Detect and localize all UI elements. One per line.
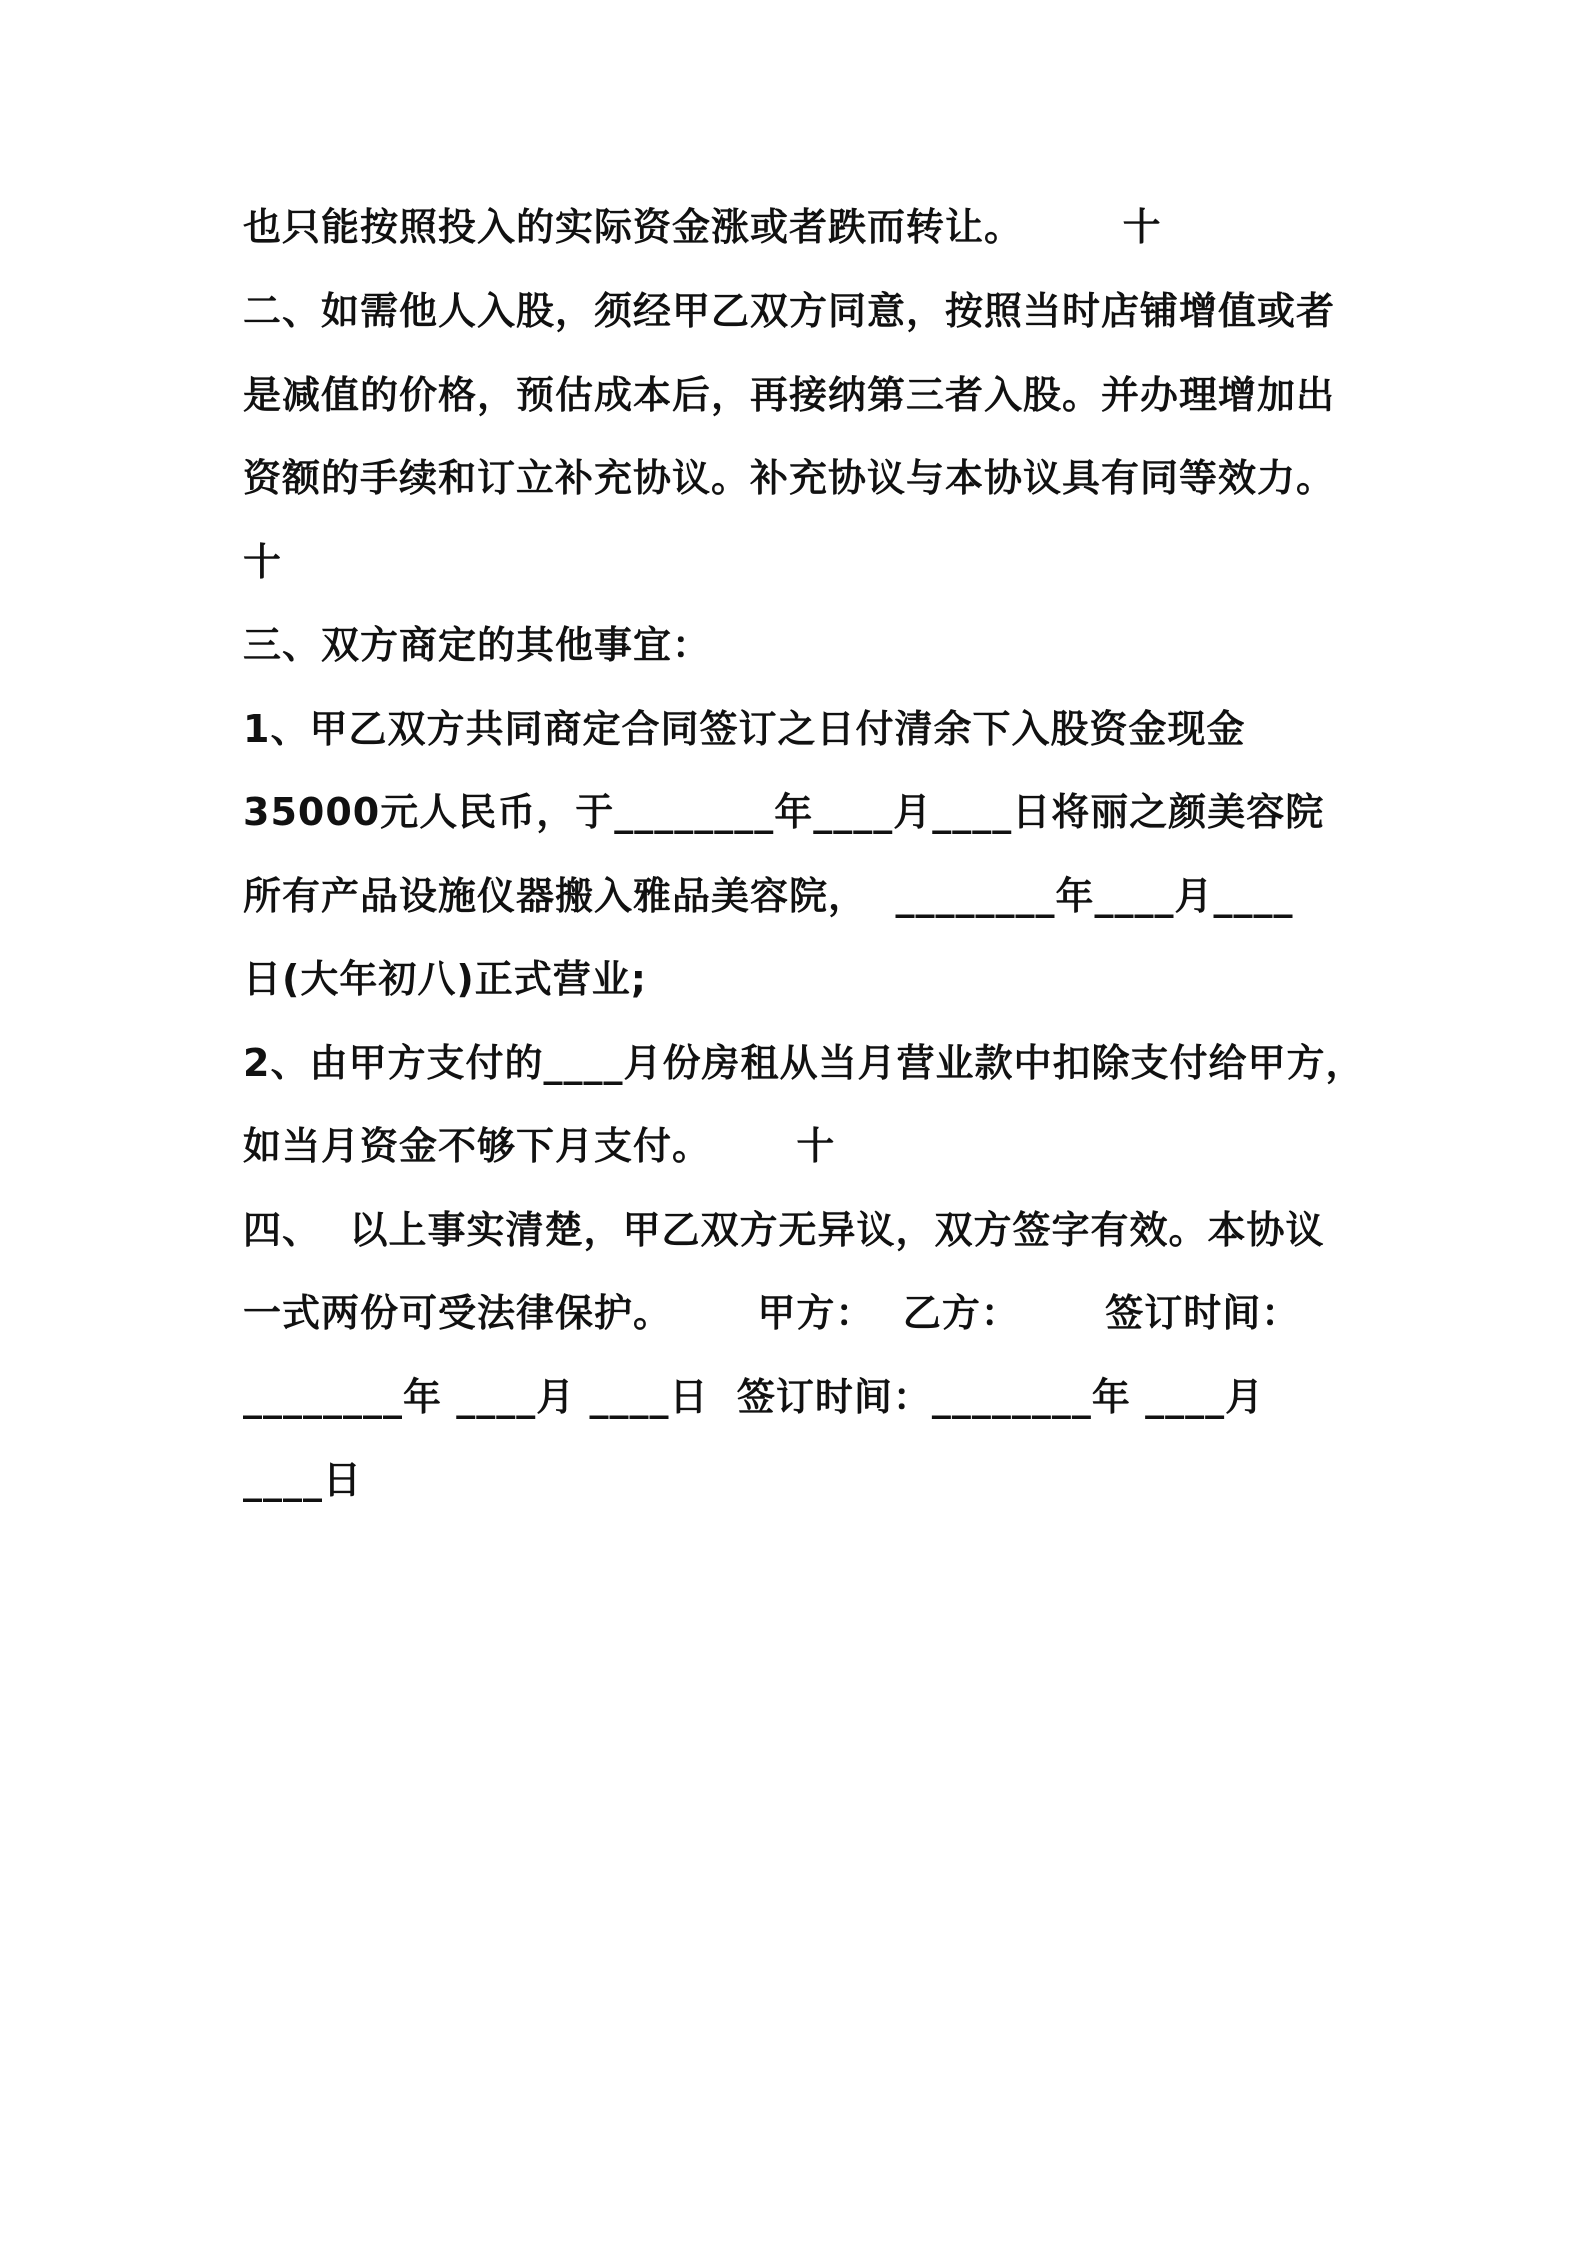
text-line-3: 是减值的价格，预估成本后，再接纳第三者入股。并办理增加出 — [243, 373, 1336, 417]
text-line-6: 三、双方商定的其他事宜： — [243, 623, 712, 667]
text-line-14: 一式两份可受法律保护。 甲方： 乙方： 签订时间： — [243, 1291, 1301, 1335]
text-line-12: 如当月资金不够下月支付。 十 — [243, 1124, 836, 1168]
text-line-4: 资额的手续和订立补充协议。补充协议与本协议具有同等效力。 — [243, 456, 1336, 500]
text-line-2: 二、如需他人入股，须经甲乙双方同意，按照当时店铺增值或者 — [243, 289, 1336, 333]
text-line-10: 日(大年初八)正式营业; — [243, 957, 647, 1001]
text-line-8: 35000元人民币，于________年____月____日将丽之颜美容院 — [243, 790, 1325, 834]
text-line-9: 所有产品设施仪器搬入雅品美容院， ________年____月____ — [243, 874, 1294, 918]
text-line-5: 十 — [243, 540, 283, 584]
text-line-11: 2、由甲方支付的____月份房租从当月营业款中扣除支付给甲方， — [243, 1041, 1365, 1085]
text-line-1: 也只能按照投入的实际资金涨或者跌而转让。 十 — [243, 205, 1162, 249]
text-line-16: ____日 — [243, 1458, 363, 1502]
text-line-7: 1、甲乙双方共同商定合同签订之日付清余下入股资金现金 — [243, 707, 1246, 751]
text-line-13: 四、 以上事实清楚，甲乙双方无异议，双方签字有效。本协议 — [243, 1208, 1325, 1252]
text-line-15: ________年 ____月 ____日 签订时间：________年 ____月 — [243, 1375, 1265, 1419]
